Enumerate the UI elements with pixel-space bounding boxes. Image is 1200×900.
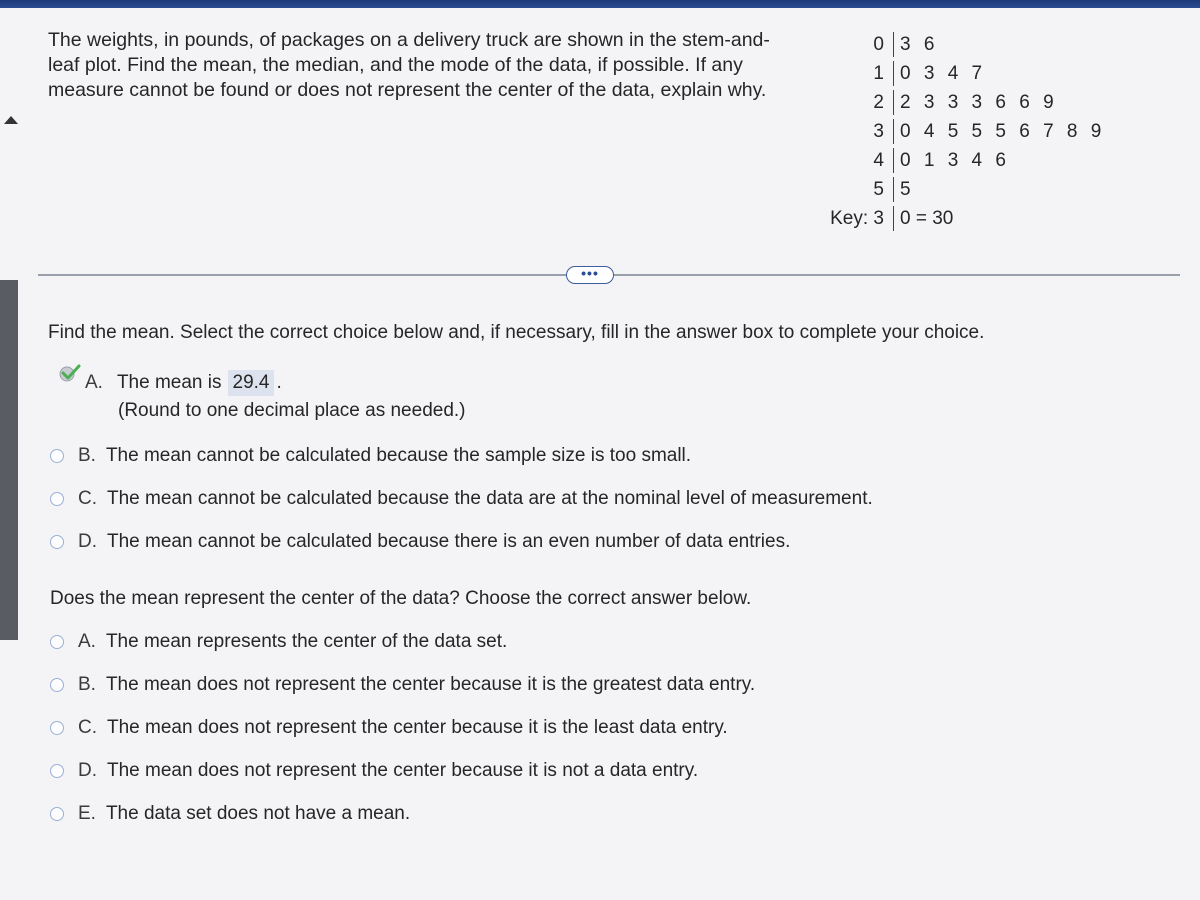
part1-choice-a[interactable] xyxy=(85,370,282,396)
stem: 2 xyxy=(873,92,884,113)
part1-instruction: Find the mean. Select the correct choice below and, if necessary, fill in the answer box to complete your choice. xyxy=(48,322,985,343)
radio-button[interactable] xyxy=(50,535,64,549)
leaves: 0 4 5 5 5 6 7 8 9 xyxy=(900,121,1106,142)
choice-letter: B. xyxy=(78,445,96,466)
choice-suffix: . xyxy=(276,372,282,393)
choice-letter: C. xyxy=(78,488,97,509)
stem-divider xyxy=(893,177,894,202)
leaves: 3 6 xyxy=(900,34,939,55)
choice-text: The mean cannot be calculated because the data are at the nominal level of measurement. xyxy=(107,488,873,509)
choice-text: The mean does not represent the center because it is not a data entry. xyxy=(107,760,699,781)
choice-letter: D. xyxy=(78,760,97,781)
key-label: Key: 3 xyxy=(830,208,884,229)
stem: 4 xyxy=(873,150,884,171)
choice-text: The mean represents the center of the data set. xyxy=(105,631,508,652)
leaves: 0 3 4 7 xyxy=(900,63,987,84)
stem: 3 xyxy=(873,121,884,142)
leaves: 0 1 3 4 6 xyxy=(900,150,1010,171)
stem-divider xyxy=(893,206,894,231)
choice-letter: B. xyxy=(78,674,96,695)
stem-divider xyxy=(893,32,894,57)
stem: 5 xyxy=(873,179,884,200)
choice-letter: D. xyxy=(78,531,97,552)
part1-choice-b[interactable] xyxy=(50,445,691,467)
radio-button[interactable] xyxy=(50,764,64,778)
key-value: 0 = 30 xyxy=(900,208,954,229)
part2-choice-b[interactable] xyxy=(50,674,755,696)
choice-text: The mean does not represent the center because it is the greatest data entry. xyxy=(105,674,756,695)
stem: 1 xyxy=(873,63,884,84)
choice-text: The mean is xyxy=(116,372,222,393)
choice-text: The mean cannot be calculated because there is an even number of data entries. xyxy=(107,531,791,552)
correct-check-icon xyxy=(59,364,81,382)
radio-button[interactable] xyxy=(50,492,64,506)
choice-letter: C. xyxy=(78,717,97,738)
stem-divider xyxy=(893,61,894,86)
radio-button[interactable] xyxy=(50,678,64,692)
round-note: (Round to one decimal place as needed.) xyxy=(118,400,466,421)
question-text: The weights, in pounds, of packages on a delivery truck are shown in the stem-and-leaf plot. Find the mean, the median, and the mode of the data, if possible. If any measure cannot be found or does not represent the center of the data, explain why. xyxy=(48,29,770,101)
choice-letter: A. xyxy=(78,631,96,652)
choice-text: The mean cannot be calculated because the sample size is too small. xyxy=(105,445,692,466)
radio-button[interactable] xyxy=(50,449,64,463)
stem-divider xyxy=(893,119,894,144)
part2-choice-a[interactable] xyxy=(50,631,507,653)
choice-letter: E. xyxy=(78,803,96,824)
stem-divider xyxy=(893,90,894,115)
part2-choice-c[interactable] xyxy=(50,717,728,739)
top-bar xyxy=(0,0,1200,8)
leaves: 5 xyxy=(900,179,915,200)
part2-choice-d[interactable] xyxy=(50,760,698,782)
side-panel-handle[interactable] xyxy=(0,280,18,640)
radio-button[interactable] xyxy=(50,807,64,821)
choice-text: The mean does not represent the center because it is the least data entry. xyxy=(107,717,728,738)
stem: 0 xyxy=(873,34,884,55)
part2-question: Does the mean represent the center of the data? Choose the correct answer below. xyxy=(50,588,752,609)
part1-choice-d[interactable] xyxy=(50,531,790,553)
radio-button[interactable] xyxy=(50,635,64,649)
leaves: 2 3 3 3 6 6 9 xyxy=(900,92,1058,113)
expand-more-button[interactable]: ••• xyxy=(566,266,614,284)
choice-text: The data set does not have a mean. xyxy=(105,803,411,824)
part1-choice-c[interactable] xyxy=(50,488,873,510)
collapse-arrow-icon[interactable] xyxy=(4,116,18,124)
mean-answer-box[interactable]: 29.4 xyxy=(228,370,275,396)
radio-button[interactable] xyxy=(50,721,64,735)
stem-divider xyxy=(893,148,894,173)
choice-letter: A. xyxy=(85,372,103,393)
part2-choice-e[interactable] xyxy=(50,803,410,825)
